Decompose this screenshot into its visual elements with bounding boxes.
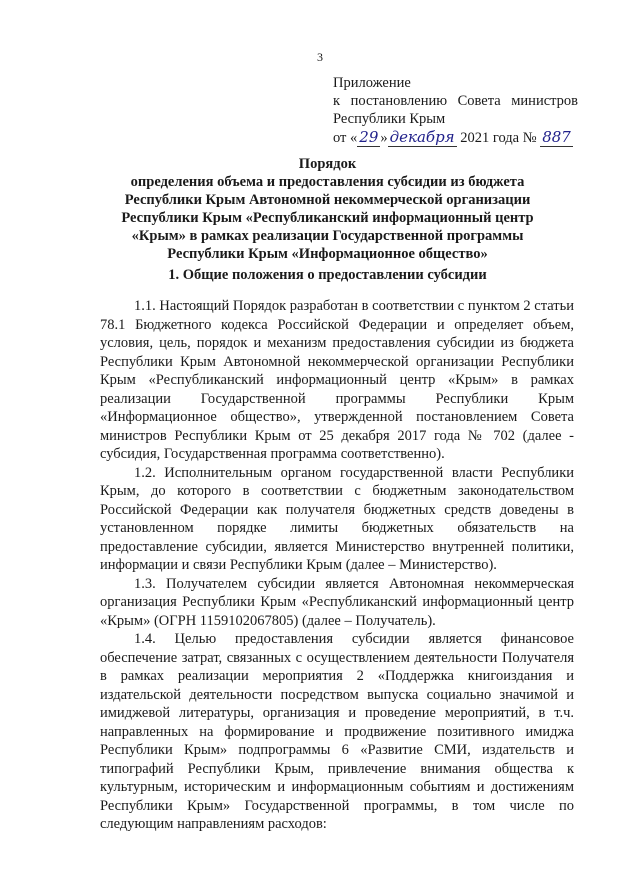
annex-block [333,74,578,147]
paragraph-1-1: 1.1. Настоящий Порядок разработан в соответствии с пунктом 2 статьи 78.1 Бюджетного кодекса Российской Федерации и определяет объем, условия, цель, порядок и механизм предоставления субсидии из бюджета Республики Крым Автономной некоммерческой организации Республики Крым «Республиканский информационный центр «Крым» в рамках реализации Государственной программы Республики Крым «Информационное общество», утвержденной постановлением Совета министров Республики Крым от 25 декабря 2017 года № 702 (далее - субсидия, Государственная программа соответственно). [100,298,574,462]
annex-line-2: к постановлению Совета министров [333,93,578,109]
handwritten-month: декабря [389,128,455,146]
date-year: 2021 года № [456,130,541,146]
section-heading: 1. Общие положения о предоставлении субсидии [168,267,487,283]
title-line-1: Порядок [298,156,357,172]
handwritten-number: 887 [542,128,571,146]
document-body [100,297,574,834]
paragraph-1-4: 1.4. Целью предоставления субсидии является финансовое обеспечение затрат, связанных с осуществлением деятельности Получателя в рамках реализации мероприятия 2 «Поддержка книгоиздания и издательской деятельности посредством выпуска социально значимой и имиджевой литературы, организация и проведение мероприятий, в т.ч. направленных на формирование и продвижение позитивного имиджа Республики Крым» подпрограммы 6 «Развитие СМИ, издательств и типографий Республики Крым, привлечение внимания общества к культурным, историческим и информационным событиям и достижениям Республики Крым» Государственной программы, в том числе по следующим направлениям расходов: [100,631,574,832]
page-number: 3 [317,50,323,64]
annex-line-1: Приложение [333,75,411,91]
date-prefix: от « [333,130,358,146]
paragraph-1-3: 1.3. Получателем субсидии является Автономная некоммерческая организация Республики Крым «Республиканский информационный центр «Крым» (ОГРН 1159102067805) (далее – Получатель). [100,575,574,629]
date-mid: » [380,130,388,146]
handwritten-day: 29 [359,128,379,146]
annex-line-3: Республики Крым [333,111,446,127]
paragraph-1-2: 1.2. Исполнительным органом государственной власти Республики Крым, до которого в соответствии с бюджетным законодательством Российской Федерации как получателя бюджетных средств доведены в установленном порядке лимиты бюджетных обязательств на предоставление субсидии, является Министерство внутренней политики, информации и связи Республики Крым (далее – Министерство). [100,464,574,573]
title-line-2: определения объема и предоставления субсидии из бюджета Республики Крым Автономной некоммерческой организации Республики Крым «Республиканский информационный центр «Крым» в рамках реализации Государственной программы Республики Крым «Информационное общество» [121,174,534,262]
annex-date-line [333,128,578,147]
document-title [95,155,560,263]
